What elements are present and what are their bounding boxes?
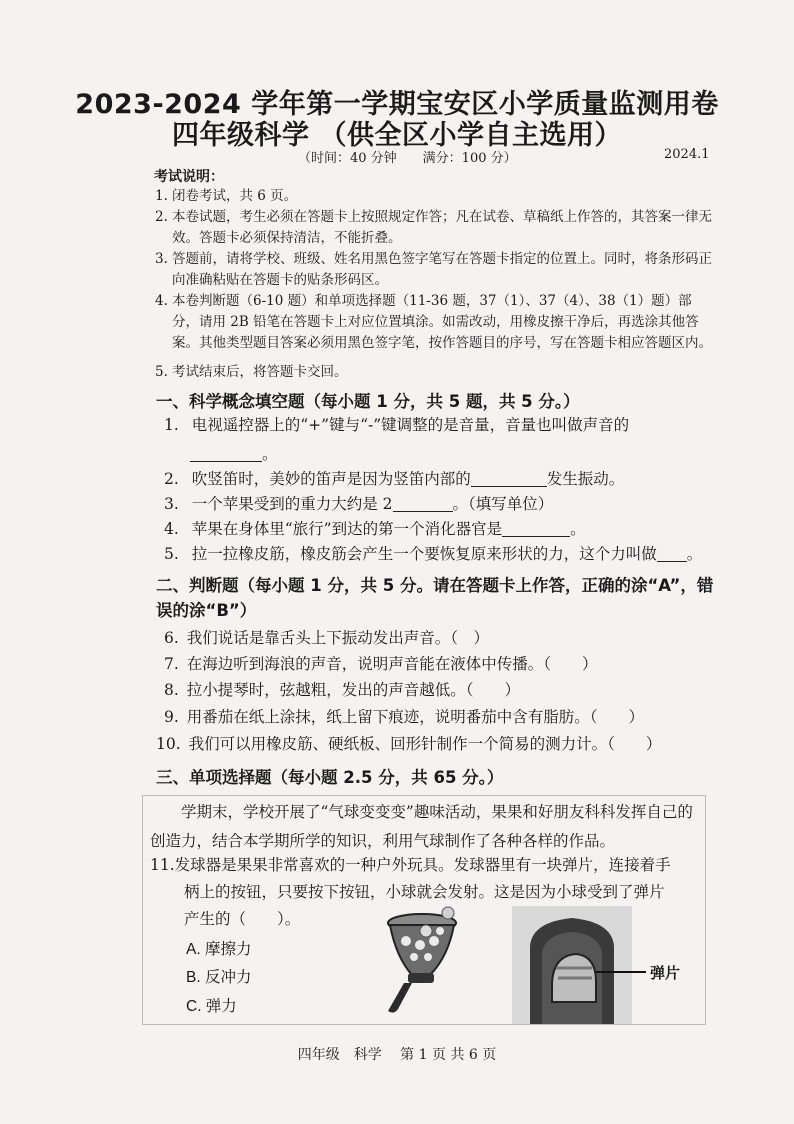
question-8: 8. 拉小提琴时，弦越粗，发出的声音越低。（ ） — [164, 681, 521, 699]
question-6: 6. 我们说话是靠舌头上下振动发出声音。（ ） — [164, 629, 490, 647]
question-11: 11.发球器是果果非常喜欢的一种户外玩具。发球器里有一块弹片，连接着手 — [150, 856, 671, 874]
question-2: 2. 吹竖笛时，美妙的笛声是因为竖笛内部的 发生振动。 — [164, 470, 625, 488]
scenario-intro: 学期末，学校开展了“气球变变变”趣味活动，果果和好朋友科科发挥自己的创造力，结合本学期所学的知识，利用气球制作了各种各样的作品。 — [150, 803, 693, 850]
question-10: 10. 我们可以用橡皮筋、硬纸板、回形针制作一个简易的测力计。（ ） — [156, 735, 662, 753]
instruction-item: 3. 答题前，请将学校、班级、姓名用黑色签字笔写在答题卡指定的位置上。同时，将条形码正向准确粘贴在答题卡的贴条形码区。 — [155, 251, 712, 288]
option-c[interactable]: C. 弹力 — [186, 998, 237, 1015]
answer-blank[interactable] — [393, 495, 453, 512]
question-9: 9. 用番茄在纸上涂抹，纸上留下痕迹，说明番茄中含有脂肪。（ ） — [164, 708, 645, 726]
instruction-item: 1. 闭卷考试，共 6 页。 — [155, 188, 298, 204]
section1-heading: 一、科学概念填空题（每小题 1 分，共 5 题，共 5 分。） — [156, 392, 580, 411]
answer-blank[interactable] — [190, 445, 262, 462]
instruction-item: 2. 本卷试题，考生必须在答题卡上按照规定作答；凡在试卷、草稿纸上作答的，其答案一律无效。答题卡必须保持清洁，不能折叠。 — [155, 209, 712, 246]
spring-label: 弹片 — [650, 964, 681, 982]
option-a[interactable]: A. 摩擦力 — [186, 941, 252, 958]
answer-blank[interactable] — [502, 520, 570, 537]
pointer-line — [596, 968, 646, 976]
question-1-cont: 。 — [190, 442, 278, 464]
exam-time: （时间：40 分钟 满分：100 分） — [298, 151, 517, 166]
question-4: 4. 苹果在身体里“旅行”到达的第一个消化器官是 。 — [164, 520, 586, 538]
spring-closeup-image — [512, 906, 632, 1024]
answer-blank[interactable] — [657, 545, 687, 562]
section2-heading-line1: 二、判断题（每小题 1 分，共 5 分。请在答题卡上作答，正确的涂“A”，错 — [156, 576, 714, 595]
question-7: 7. 在海边听到海浪的声音，说明声音能在液体中传播。（ ） — [164, 655, 598, 673]
answer-blank[interactable] — [471, 470, 547, 487]
question-1: 1. 电视遥控器上的“+”键与“-”键调整的是音量，音量也叫做声音的 — [164, 416, 630, 434]
question-3: 3. 一个苹果受到的重力大约是 2 。（填写单位） — [164, 495, 554, 513]
ball-launcher-image — [378, 905, 468, 1017]
instruction-item: 4. 本卷判断题（6-10 题）和单项选择题（11-36 题，37（1）、37（4）、38（1）题）部分，请用 2B 铅笔在答题卡上对应位置填涂。如需改动，用橡皮擦干净后，再选涂其他答案。其他类型题目答案必须用黑色签字笔，按作答题目的序号，写在答题卡相应答题区内。 — [155, 293, 712, 351]
exam-title-line1: 2023-2024 学年第一学期宝安区小学质量监测用卷 — [75, 89, 719, 120]
section2-heading-line2: 误的涂“B”） — [156, 601, 257, 620]
instruction-item: 5. 考试结束后，将答题卡交回。 — [155, 364, 348, 380]
question-11-line2: 柄上的按钮，只要按下按钮，小球就会发射。这是因为小球受到了弹片 — [184, 883, 665, 901]
exam-title-line2: 四年级科学 （供全区小学自主选用） — [172, 120, 622, 151]
question-11-line3: 产生的（ ）。 — [184, 910, 301, 928]
page-footer: 四年级 科学 第 1 页 共 6 页 — [297, 1047, 497, 1063]
question-5: 5. 拉一拉橡皮筋，橡皮筋会产生一个要恢复原来形状的力，这个力叫做 。 — [164, 545, 703, 563]
option-b[interactable]: B. 反冲力 — [186, 969, 252, 986]
exam-date: 2024.1 — [664, 147, 710, 162]
instructions-heading: 考试说明： — [154, 169, 224, 185]
section3-heading: 三、单项选择题（每小题 2.5 分，共 65 分。） — [156, 768, 504, 787]
